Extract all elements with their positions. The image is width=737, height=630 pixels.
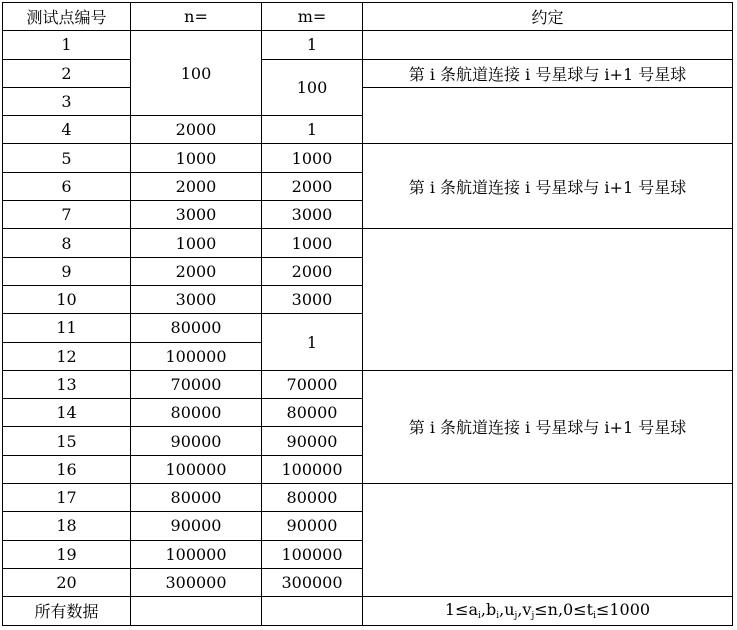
constraint-text: ≤1000 <box>595 600 651 620</box>
n-cell: 2000 <box>131 257 262 285</box>
table-row <box>3 144 733 172</box>
header-n: n= <box>131 3 262 31</box>
table-row <box>3 484 733 512</box>
n-cell: 2000 <box>131 116 262 144</box>
test-id-cell: 20 <box>3 568 131 596</box>
n-cell: 1000 <box>131 229 262 257</box>
test-id-cell: 14 <box>3 399 131 427</box>
test-limits-table <box>2 2 733 626</box>
footer-row <box>3 597 733 625</box>
m-cell: 100 <box>262 59 363 116</box>
table-row <box>3 370 733 398</box>
constraint-subscript: j <box>514 611 518 622</box>
constraint-text: ,v <box>517 600 532 620</box>
m-cell: 100000 <box>262 540 363 568</box>
test-id-cell: 12 <box>3 342 131 370</box>
test-id-cell: 5 <box>3 144 131 172</box>
constraint-subscript: i <box>593 611 596 622</box>
header-m: m= <box>262 3 363 31</box>
n-cell: 2000 <box>131 172 262 200</box>
m-cell: 300000 <box>262 568 363 596</box>
test-id-cell: 3 <box>3 87 131 115</box>
n-cell: 70000 <box>131 370 262 398</box>
n-cell: 1000 <box>131 144 262 172</box>
table-row <box>3 87 733 115</box>
test-id-cell: 1 <box>3 31 131 59</box>
global-constraint <box>363 597 733 625</box>
convention-cell <box>363 229 733 370</box>
n-cell <box>131 597 262 625</box>
test-id-cell: 7 <box>3 201 131 229</box>
test-id-cell: 2 <box>3 59 131 87</box>
m-cell: 1000 <box>262 144 363 172</box>
n-cell: 100000 <box>131 455 262 483</box>
m-cell: 1 <box>262 31 363 59</box>
header-test-id: 测试点编号 <box>3 3 131 31</box>
m-cell: 1000 <box>262 229 363 257</box>
test-id-cell: 18 <box>3 512 131 540</box>
m-cell: 2000 <box>262 257 363 285</box>
test-id-cell: 16 <box>3 455 131 483</box>
constraint-text: 1≤a <box>444 600 479 620</box>
test-id-cell: 19 <box>3 540 131 568</box>
convention-cell <box>363 484 733 597</box>
n-cell: 300000 <box>131 568 262 596</box>
m-cell: 80000 <box>262 484 363 512</box>
test-id-cell: 4 <box>3 116 131 144</box>
convention-cell <box>363 87 733 144</box>
test-id-cell: 9 <box>3 257 131 285</box>
header-row <box>3 3 733 31</box>
constraint-text: ,b <box>480 600 497 620</box>
n-cell: 90000 <box>131 512 262 540</box>
constraint-text: ≤n,0≤t <box>534 600 594 620</box>
m-cell: 70000 <box>262 370 363 398</box>
test-id-cell: 13 <box>3 370 131 398</box>
n-cell: 100000 <box>131 540 262 568</box>
constraint-text: ,u <box>499 600 515 620</box>
test-id-cell: 6 <box>3 172 131 200</box>
n-cell: 100000 <box>131 342 262 370</box>
test-id-cell: 8 <box>3 229 131 257</box>
constraint-subscript: i <box>496 611 500 622</box>
constraint-subscript: i <box>478 611 481 622</box>
n-cell: 100 <box>131 31 262 116</box>
m-cell: 3000 <box>262 285 363 313</box>
table-row <box>3 59 733 87</box>
convention-cell: 第 i 条航道连接 i 号星球与 i+1 号星球 <box>363 370 733 483</box>
all-data-label: 所有数据 <box>3 597 131 625</box>
n-cell: 3000 <box>131 285 262 313</box>
table-row <box>3 229 733 257</box>
test-id-cell: 15 <box>3 427 131 455</box>
m-cell: 80000 <box>262 399 363 427</box>
n-cell: 3000 <box>131 201 262 229</box>
m-cell: 2000 <box>262 172 363 200</box>
m-cell: 3000 <box>262 201 363 229</box>
n-cell: 90000 <box>131 427 262 455</box>
n-cell: 80000 <box>131 399 262 427</box>
header-convention: 约定 <box>363 3 733 31</box>
test-id-cell: 10 <box>3 285 131 313</box>
table-row <box>3 31 733 59</box>
m-cell: 1 <box>262 314 363 371</box>
m-cell: 100000 <box>262 455 363 483</box>
m-cell <box>262 597 363 625</box>
convention-cell <box>363 31 733 59</box>
n-cell: 80000 <box>131 484 262 512</box>
test-id-cell: 11 <box>3 314 131 342</box>
m-cell: 90000 <box>262 427 363 455</box>
n-cell: 80000 <box>131 314 262 342</box>
convention-cell: 第 i 条航道连接 i 号星球与 i+1 号星球 <box>363 59 733 87</box>
m-cell: 90000 <box>262 512 363 540</box>
convention-cell: 第 i 条航道连接 i 号星球与 i+1 号星球 <box>363 144 733 229</box>
test-id-cell: 17 <box>3 484 131 512</box>
constraint-subscript: j <box>531 611 535 622</box>
m-cell: 1 <box>262 116 363 144</box>
